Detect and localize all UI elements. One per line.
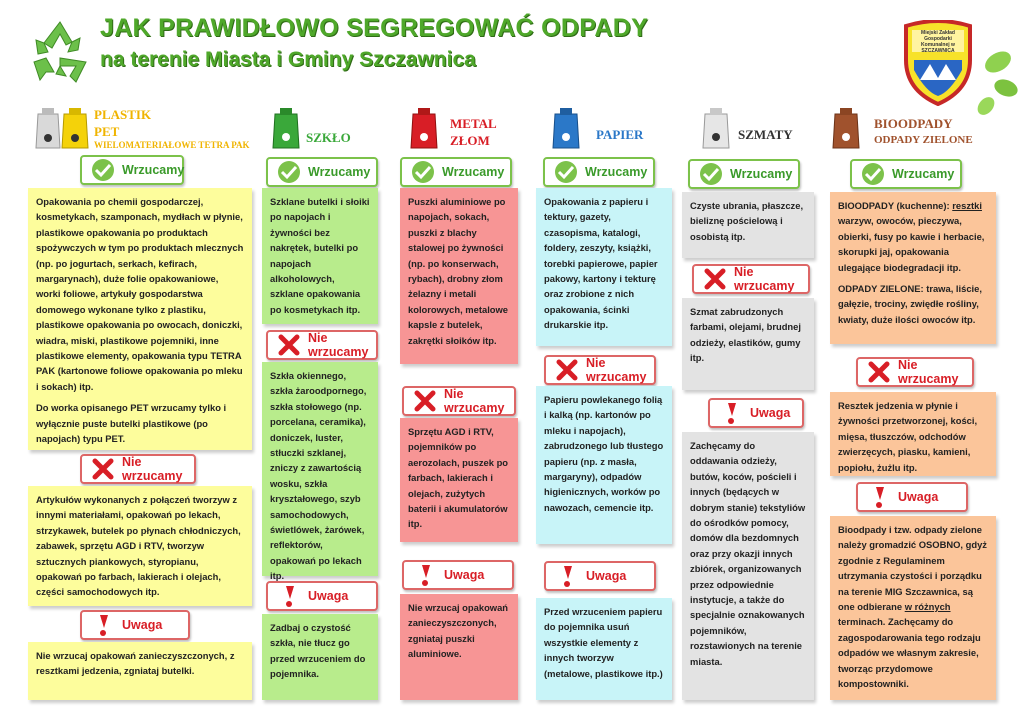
nie-wrzucamy-plastic-badge	[80, 454, 196, 484]
metal-bag-icon	[410, 104, 438, 150]
wrzucamy-label: Wrzucamy	[730, 167, 793, 181]
textile-yes-text: Czyste ubrania, płaszcze, bieliznę pościelową i osobistą itp.	[690, 200, 804, 242]
uwaga-label: Uwaga	[898, 490, 939, 504]
leaves-decoration	[940, 40, 1020, 120]
textile-warn-text: Zachęcamy do oddawania odzieży, butów, koców, pościeli i innych (będących w dobrym stanie) tekstyliów do ośrodków pomocy, domów dla bezdomnych oraz przy okazji innych zbiórek, organizowanych przez odpowiednie instytucje, a także do specjalnie oznakowanych pojemników, rozstawionych na terenie miasta.	[690, 440, 806, 667]
wrzucamy-plastic-badge	[80, 155, 184, 185]
bio-no-text: Resztek jedzenia w płynie i żywności przetworzonej, kości, mięsa, tłuszczów, odchodów zwierzęcych, piasku, kamieni, popiołu, żużlu itp.	[838, 400, 978, 473]
uwaga-label: Uwaga	[122, 618, 163, 632]
exclamation-icon	[412, 563, 438, 587]
glass-warn-box	[262, 614, 378, 700]
uwaga-textile-badge	[708, 398, 804, 428]
plastic-warn-box	[28, 642, 252, 700]
nie-wrzucamy-label: Nie wrzucamy	[898, 358, 959, 386]
bio-title: BIOODPADY	[874, 116, 953, 131]
exclamation-icon	[554, 564, 580, 588]
nie-wrzucamy-label: Nie wrzucamy	[586, 356, 647, 384]
paper-yes-box	[536, 188, 672, 346]
check-icon	[553, 160, 579, 184]
wrzucamy-label: Wrzucamy	[442, 165, 505, 179]
glass-no-text: Szkła okiennego, szkła żaroodpornego, szkła stołowego (np. porcelana, ceramika), doniczek, luster, stłuczki szklanej, zniczy z zawartością wosku, szkła kryształowego, szyb samochodowych, świetlówek, żarówek, reflektorów, opakowań po lekach itp.	[270, 370, 367, 582]
wrzucamy-textile-badge	[688, 159, 800, 189]
textile-no-box	[682, 298, 814, 390]
uwaga-label: Uwaga	[308, 589, 349, 603]
textile-no-text: Szmat zabrudzonych farbami, olejami, brudnej odzieży, elastików, gumy itp.	[690, 306, 801, 364]
nie-wrzucamy-label: Nie wrzucamy	[734, 265, 795, 293]
metal-warn-box	[400, 594, 518, 700]
glass-yes-text: Szklane butelki i słoiki po napojach i żywności bez nakrętek, butelki po napojach alkoholowych, szklane opakowania po kosmetykach itp.	[270, 196, 370, 315]
exclamation-icon	[90, 613, 116, 637]
paper-yes-text: Opakowania z papieru i tektury, gazety, czasopisma, katalogi, foldery, zeszyty, książki, torebki papierowe, papier pakowy, kartony i tekturę oraz zrobione z nich opakowania, ścinki drukarskie itp.	[544, 196, 658, 331]
metal-no-text: Sprzętu AGD i RTV, pojemników po aerozolach, puszek po farbach, lakierach i olejach, zużytych baterii i akumulatorów itp.	[408, 426, 509, 530]
paper-no-box	[536, 386, 672, 544]
uwaga-label: Uwaga	[750, 406, 791, 420]
green-yes-text: ODPADY ZIELONE: trawa, liście, gałęzie, trociny, zwiędłe rośliny, kwiaty, duże ilości owoców itp.	[838, 283, 982, 325]
textile-title: SZMATY	[738, 127, 793, 142]
nie-wrzucamy-paper-badge	[544, 355, 656, 385]
check-icon	[410, 160, 436, 184]
metal-yes-box	[400, 188, 518, 364]
paper-no-text: Papieru powlekanego folią i kalką (np. kartonów po mleku i napojach), zabrudzonego lub tłustego papieru (np. z masła, margaryny), odpadów higienicznych, worków po nawozach, cemencie itp.	[544, 394, 664, 513]
nie-wrzucamy-metal-badge	[402, 386, 516, 416]
plastic-no-text: Artykułów wykonanych z połączeń tworzyw z innymi materiałami, opakowań po lekach, strzykawek, butelek po płynach chłodniczych, zabawek, sprzętu AGD i RTV, tworzyw sztucznych piankowych, styropianu, opakowań po farbach, lakierach i olejach, części samochodowych itp.	[36, 494, 241, 598]
wrzucamy-paper-badge	[543, 157, 655, 187]
exclamation-icon	[718, 401, 744, 425]
glass-title: SZKŁO	[306, 130, 351, 145]
uwaga-bio-badge	[856, 482, 968, 512]
metal-title: METAL	[450, 116, 497, 131]
plastic-yes-box	[28, 188, 252, 450]
plastic-no-box	[28, 486, 252, 606]
green-waste-title: ODPADY ZIELONE	[874, 134, 973, 146]
metal-warn-text: Nie wrzucaj opakowań zanieczyszczonych, zgniataj puszki aluminiowe.	[408, 602, 509, 660]
check-icon	[698, 162, 724, 186]
nie-wrzucamy-label: Nie wrzucamy	[308, 331, 369, 359]
plastic-bag-icon	[34, 104, 90, 150]
bio-yes-box	[830, 192, 996, 344]
paper-warn-text: Przed wrzuceniem papieru do pojemnika usuń wszystkie elementy z innych tworzyw (metalowe, plastikowe itp.)	[544, 606, 663, 679]
scrap-title: ZŁOM	[450, 133, 490, 148]
wrzucamy-label: Wrzucamy	[122, 163, 185, 177]
textile-warn-box	[682, 432, 814, 700]
uwaga-label: Uwaga	[444, 568, 485, 582]
x-icon	[866, 360, 892, 384]
bio-yes-text: BIOODPADY (kuchenne): resztki warzyw, owoców, pieczywa, obierki, fusy po kawie i herbacie, skorupki jaj, opakowania ulegające biodegradacji itp.	[838, 200, 985, 273]
page-subtitle: na terenie Miasta i Gminy Szczawnica	[100, 48, 476, 71]
nie-wrzucamy-textile-badge	[692, 264, 810, 294]
wrzucamy-label: Wrzucamy	[308, 165, 371, 179]
glass-no-box	[262, 362, 378, 582]
bio-no-box	[830, 392, 996, 476]
nie-wrzucamy-label: Nie wrzucamy	[444, 387, 505, 415]
pet-title: PET	[94, 124, 120, 139]
paper-bag-icon	[552, 104, 580, 150]
page-title: JAK PRAWIDŁOWO SEGREGOWAĆ ODPADY	[100, 14, 649, 42]
nie-wrzucamy-label: Nie wrzucamy	[122, 455, 183, 483]
uwaga-paper-badge	[544, 561, 656, 591]
tetra-pak-title: WIELOMATERIAŁOWE TETRA PAK	[94, 140, 250, 150]
x-icon	[554, 358, 580, 382]
x-icon	[412, 389, 438, 413]
metal-yes-text: Puszki aluminiowe po napojach, sokach, puszki z blachy stalowej po żywności (np. po konserwach, rybach), drobny złom żelazny i metali kolorowych, metalowe kapsle z butelek, zakrętki słoików itp.	[408, 196, 509, 346]
nie-wrzucamy-glass-badge	[266, 330, 378, 360]
check-icon	[860, 162, 886, 186]
glass-yes-box	[262, 188, 378, 324]
pet-yes-text: Do worka opisanego PET wrzucamy tylko i wyłącznie puste butelki plastikowe (po napojach) typu PET.	[36, 402, 227, 445]
check-icon	[90, 158, 116, 182]
uwaga-label: Uwaga	[586, 569, 627, 583]
company-logo-text: Miejski Zakład Gospodarki Komunalnej w SZCZAWNICA	[921, 30, 955, 54]
uwaga-glass-badge	[266, 581, 378, 611]
x-icon	[90, 457, 116, 481]
glass-warn-text: Zadbaj o czystość szkła, nie tłucz go przed wrzuceniem do pojemnika.	[270, 622, 366, 680]
uwaga-metal-badge	[402, 560, 514, 590]
wrzucamy-label: Wrzucamy	[892, 167, 955, 181]
wrzucamy-bio-badge	[850, 159, 962, 189]
bio-bag-icon	[832, 104, 860, 150]
bio-warn-box	[830, 516, 996, 700]
paper-title: PAPIER	[596, 127, 644, 142]
wrzucamy-label: Wrzucamy	[585, 165, 648, 179]
recycle-icon	[26, 18, 94, 86]
exclamation-icon	[276, 584, 302, 608]
x-icon	[702, 267, 728, 291]
plastic-yes-text: Opakowania po chemii gospodarczej, kosmetykach, szamponach, mydłach w płynie, plastikowe opakowania po produktach spożywczych w tym po produktach mlecznych (np. po jogurtach, serkach, kefirach, margarynach), duże folie opakowaniowe, worki foliowe, artykuły gospodarstwa domowego wykonane tylko z plastiku, plastikowe opakowania po owocach, doniczki, wiadra, miski, plastikowe pojemniki, inne plastikowe elementy, opakowania typu TETRA PAK (kartonowe foliowe opakowania po mleku i sokach) itp.	[36, 196, 244, 392]
plastic-title: PLASTIK	[94, 107, 152, 122]
x-icon	[276, 333, 302, 357]
metal-no-box	[400, 418, 518, 542]
uwaga-plastic-badge	[80, 610, 190, 640]
paper-warn-box	[536, 598, 672, 700]
nie-wrzucamy-bio-badge	[856, 357, 974, 387]
plastic-warn-text: Nie wrzucaj opakowań zanieczyszczonych, z resztkami jedzenia, zgniataj butelki.	[36, 650, 235, 677]
check-icon	[276, 160, 302, 184]
exclamation-icon	[866, 485, 892, 509]
glass-bag-icon	[272, 104, 300, 150]
textile-yes-box	[682, 192, 814, 258]
wrzucamy-glass-badge	[266, 157, 378, 187]
bio-warn-text: Bioodpady i tzw. odpady zielone należy gromadzić OSOBNO, gdyż zgodnie z Regulaminem utrzymania czystości i porządku na terenie MIG Szczawnica, są one odbierane w różnych terminach. Zachęcamy do zagospodarowania tego rodzaju odpadów we własnym zakresie, tworząc przydomowe kompostowniki.	[838, 524, 987, 690]
wrzucamy-metal-badge	[400, 157, 512, 187]
textile-bag-icon	[702, 104, 730, 150]
